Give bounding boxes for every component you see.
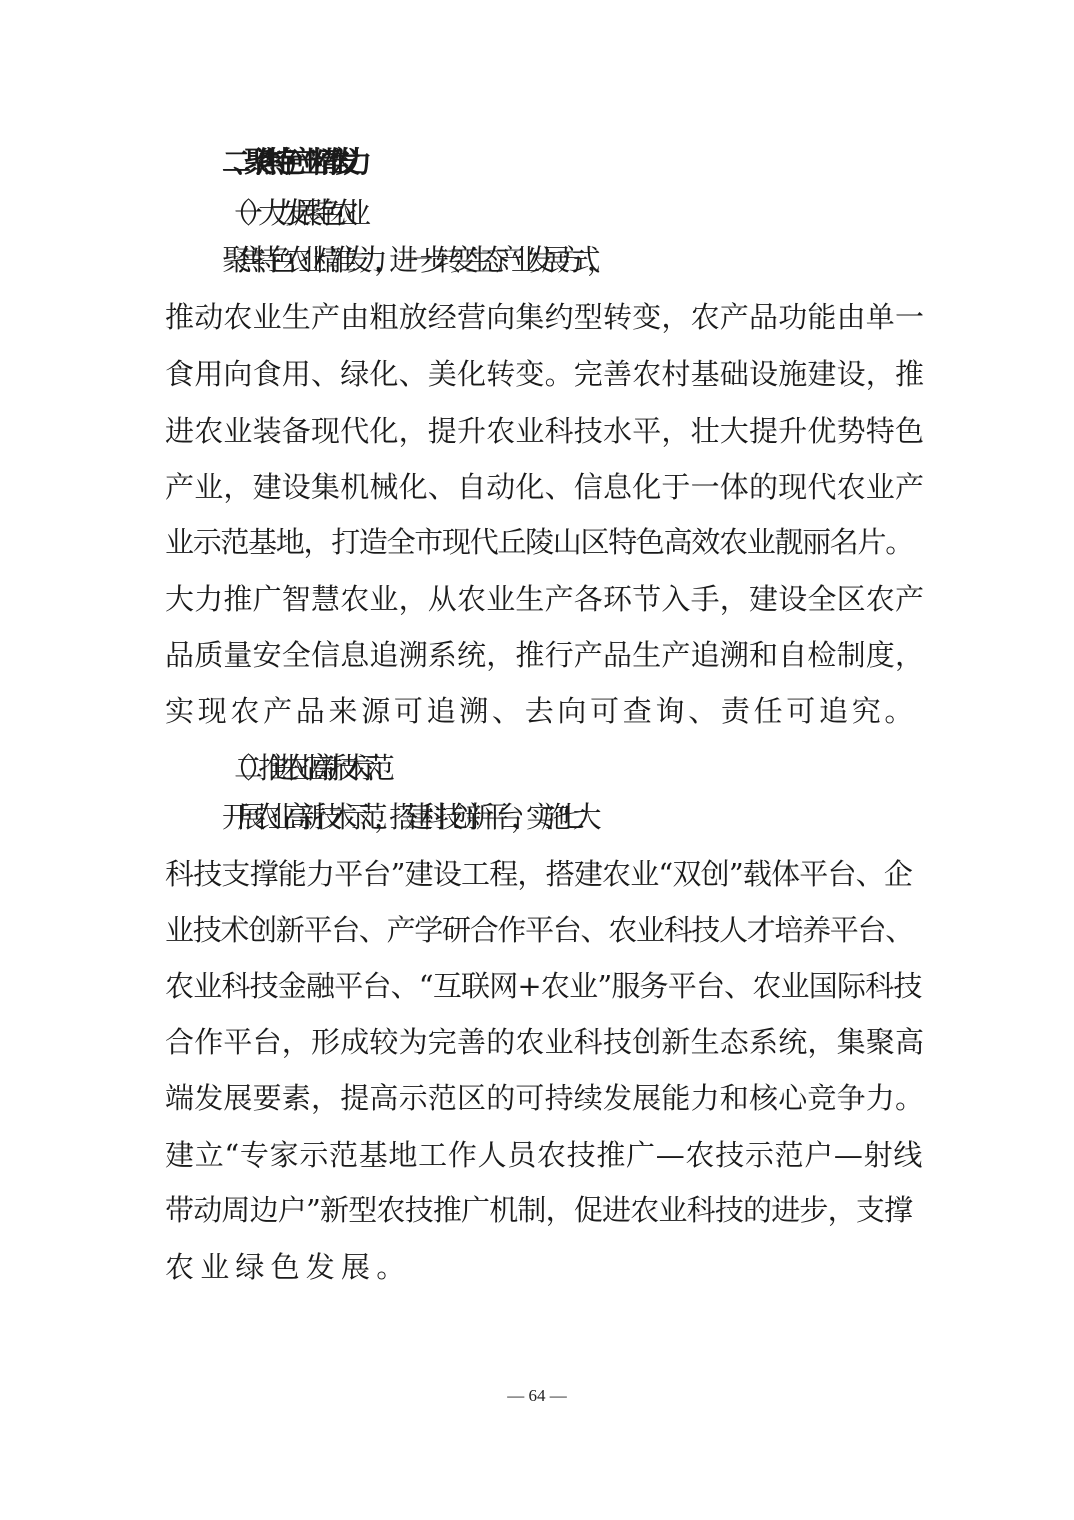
paragraph-line: 端发展要素，提高示范区的可持续发展能力和核心竞争力。 <box>165 1081 925 1115</box>
paragraph-line: 开展农业高新技术示范，搭建科技创新平台，实施“七大 <box>222 800 588 834</box>
paragraph-line: 农业绿色发展。 <box>165 1250 412 1284</box>
paragraph-line: 业技术创新平台、产学研合作平台、农业科技人才培养平台、 <box>165 913 913 947</box>
paragraph-line: 产业，建设集机械化、自动化、信息化于一体的现代农业产 <box>165 470 925 504</box>
paragraph-line: 业示范基地，打造全市现代丘陵山区特色高效农业靓丽名片。 <box>165 525 913 559</box>
paragraph-line: 食用向食用、绿化、美化转变。完善农村基础设施建设，推 <box>165 357 925 391</box>
paragraph-line: 品质量安全信息追溯系统，推行产品生产追溯和自检制度， <box>165 638 925 672</box>
paragraph-line: 合作平台，形成较为完善的农业科技创新生态系统，集聚高 <box>165 1025 925 1059</box>
paragraph-line: 推动农业生产由粗放经营向集约型转变，农产品功能由单一 <box>165 300 925 334</box>
paragraph-line: 实现农产品来源可追溯、去向可查询、责任可追究。 <box>165 694 918 728</box>
paragraph-line: 大力推广智慧农业，从农业生产各环节入手，建设全区农产 <box>165 582 925 616</box>
paragraph-line: 带动周边户”新型农技推广机制，促进农业科技的进步，支撑 <box>165 1193 913 1227</box>
subsection-heading-2: （二）推进农业高新技术示范 <box>222 751 379 785</box>
paragraph-line: 建立“专家示范基地工作人员农技推广—农技示范户—射线 <box>165 1138 924 1172</box>
paragraph-line: 聚焦特色农业精准发力，进一步转变生态产业发展方式， <box>222 243 603 277</box>
paragraph-line: 科技支撑能力平台”建设工程，搭建农业“双创”载体平台、企 <box>165 857 913 891</box>
subsection-heading-1: （一）大力发展特色农业 <box>222 196 355 230</box>
paragraph-line: 进农业装备现代化，提升农业科技水平，壮大提升优势特色 <box>165 414 925 448</box>
section-heading: 二、聚焦特色产业精准发力 <box>222 145 355 179</box>
paragraph-line: 农业科技金融平台、“互联网+农业”服务平台、农业国际科技 <box>165 969 922 1003</box>
page-number: — 64 — <box>507 1386 567 1405</box>
